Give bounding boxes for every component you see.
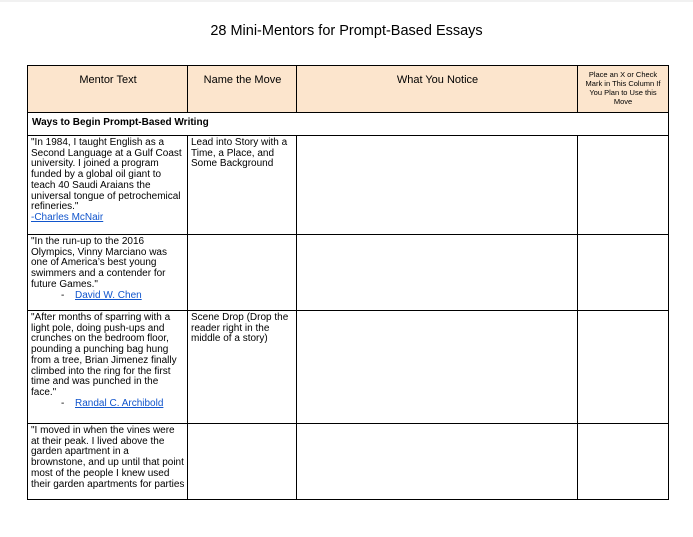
notice-cell[interactable] bbox=[297, 136, 578, 235]
move-cell: Lead into Story with a Time, a Place, and Some Background bbox=[188, 136, 297, 235]
column-header-what-you-notice: What You Notice bbox=[297, 66, 578, 113]
mentor-text-cell bbox=[28, 235, 188, 311]
attribution-link[interactable]: Randal C. Archibold bbox=[75, 397, 164, 409]
attribution-dash: - bbox=[61, 289, 65, 301]
mentor-quote: "In 1984, I taught English as a Second Language at a Gulf Coast university. I joined a program funded by a global oil giant to teach 40 Saudi Araians the universal tongue of petrochemical refineries." bbox=[31, 137, 182, 213]
notice-cell[interactable] bbox=[297, 311, 578, 424]
section-header-label: Ways to Begin Prompt-Based Writing bbox=[28, 113, 669, 136]
section-header-row bbox=[28, 113, 669, 136]
table-row bbox=[28, 136, 669, 235]
notice-cell[interactable] bbox=[297, 424, 578, 500]
table-header-row bbox=[28, 66, 669, 113]
mentor-text-cell bbox=[28, 311, 188, 424]
attribution-link[interactable]: -Charles McNair bbox=[31, 211, 104, 223]
mark-cell[interactable] bbox=[578, 311, 669, 424]
table-row bbox=[28, 424, 669, 500]
mentor-quote: "After months of sparring with a light pole, doing push-ups and crunches on the bedroom floor, pounding a punching bag hung from a tree, Brian Jimenez finally climbed into the ring for the first time and was punched in the face." bbox=[31, 312, 177, 398]
attribution-line bbox=[31, 213, 185, 224]
table-row bbox=[28, 235, 669, 311]
attribution-line bbox=[31, 399, 185, 410]
column-header-mentor-text: Mentor Text bbox=[28, 66, 188, 113]
move-cell: Scene Drop (Drop the reader right in the middle of a story) bbox=[188, 311, 297, 424]
table-row bbox=[28, 311, 669, 424]
mark-cell[interactable] bbox=[578, 235, 669, 311]
notice-cell[interactable] bbox=[297, 235, 578, 311]
mentor-text-cell bbox=[28, 136, 188, 235]
column-header-mark-column: Place an X or Check Mark in This Column If You Plan to Use this Move bbox=[578, 66, 669, 113]
mentor-text-cell bbox=[28, 424, 188, 500]
move-cell bbox=[188, 424, 297, 500]
mentors-table bbox=[27, 65, 669, 500]
mentor-quote: "In the run-up to the 2016 Olympics, Vinny Marciano was one of America’s best young swimmers and a contender for future Games." bbox=[31, 236, 167, 290]
mark-cell[interactable] bbox=[578, 424, 669, 500]
mentor-quote: "I moved in when the vines were at their peak. I lived above the garden apartment in a brownstone, and up until that point most of the people I knew used their garden apartments for parties bbox=[31, 425, 185, 490]
attribution-link[interactable]: David W. Chen bbox=[75, 289, 142, 301]
window-top-edge bbox=[0, 0, 693, 2]
attribution-dash: - bbox=[61, 397, 65, 409]
move-cell bbox=[188, 235, 297, 311]
document-title: 28 Mini-Mentors for Prompt-Based Essays bbox=[210, 23, 483, 39]
mark-cell[interactable] bbox=[578, 136, 669, 235]
column-header-name-the-move: Name the Move bbox=[188, 66, 297, 113]
attribution-line bbox=[31, 291, 185, 302]
